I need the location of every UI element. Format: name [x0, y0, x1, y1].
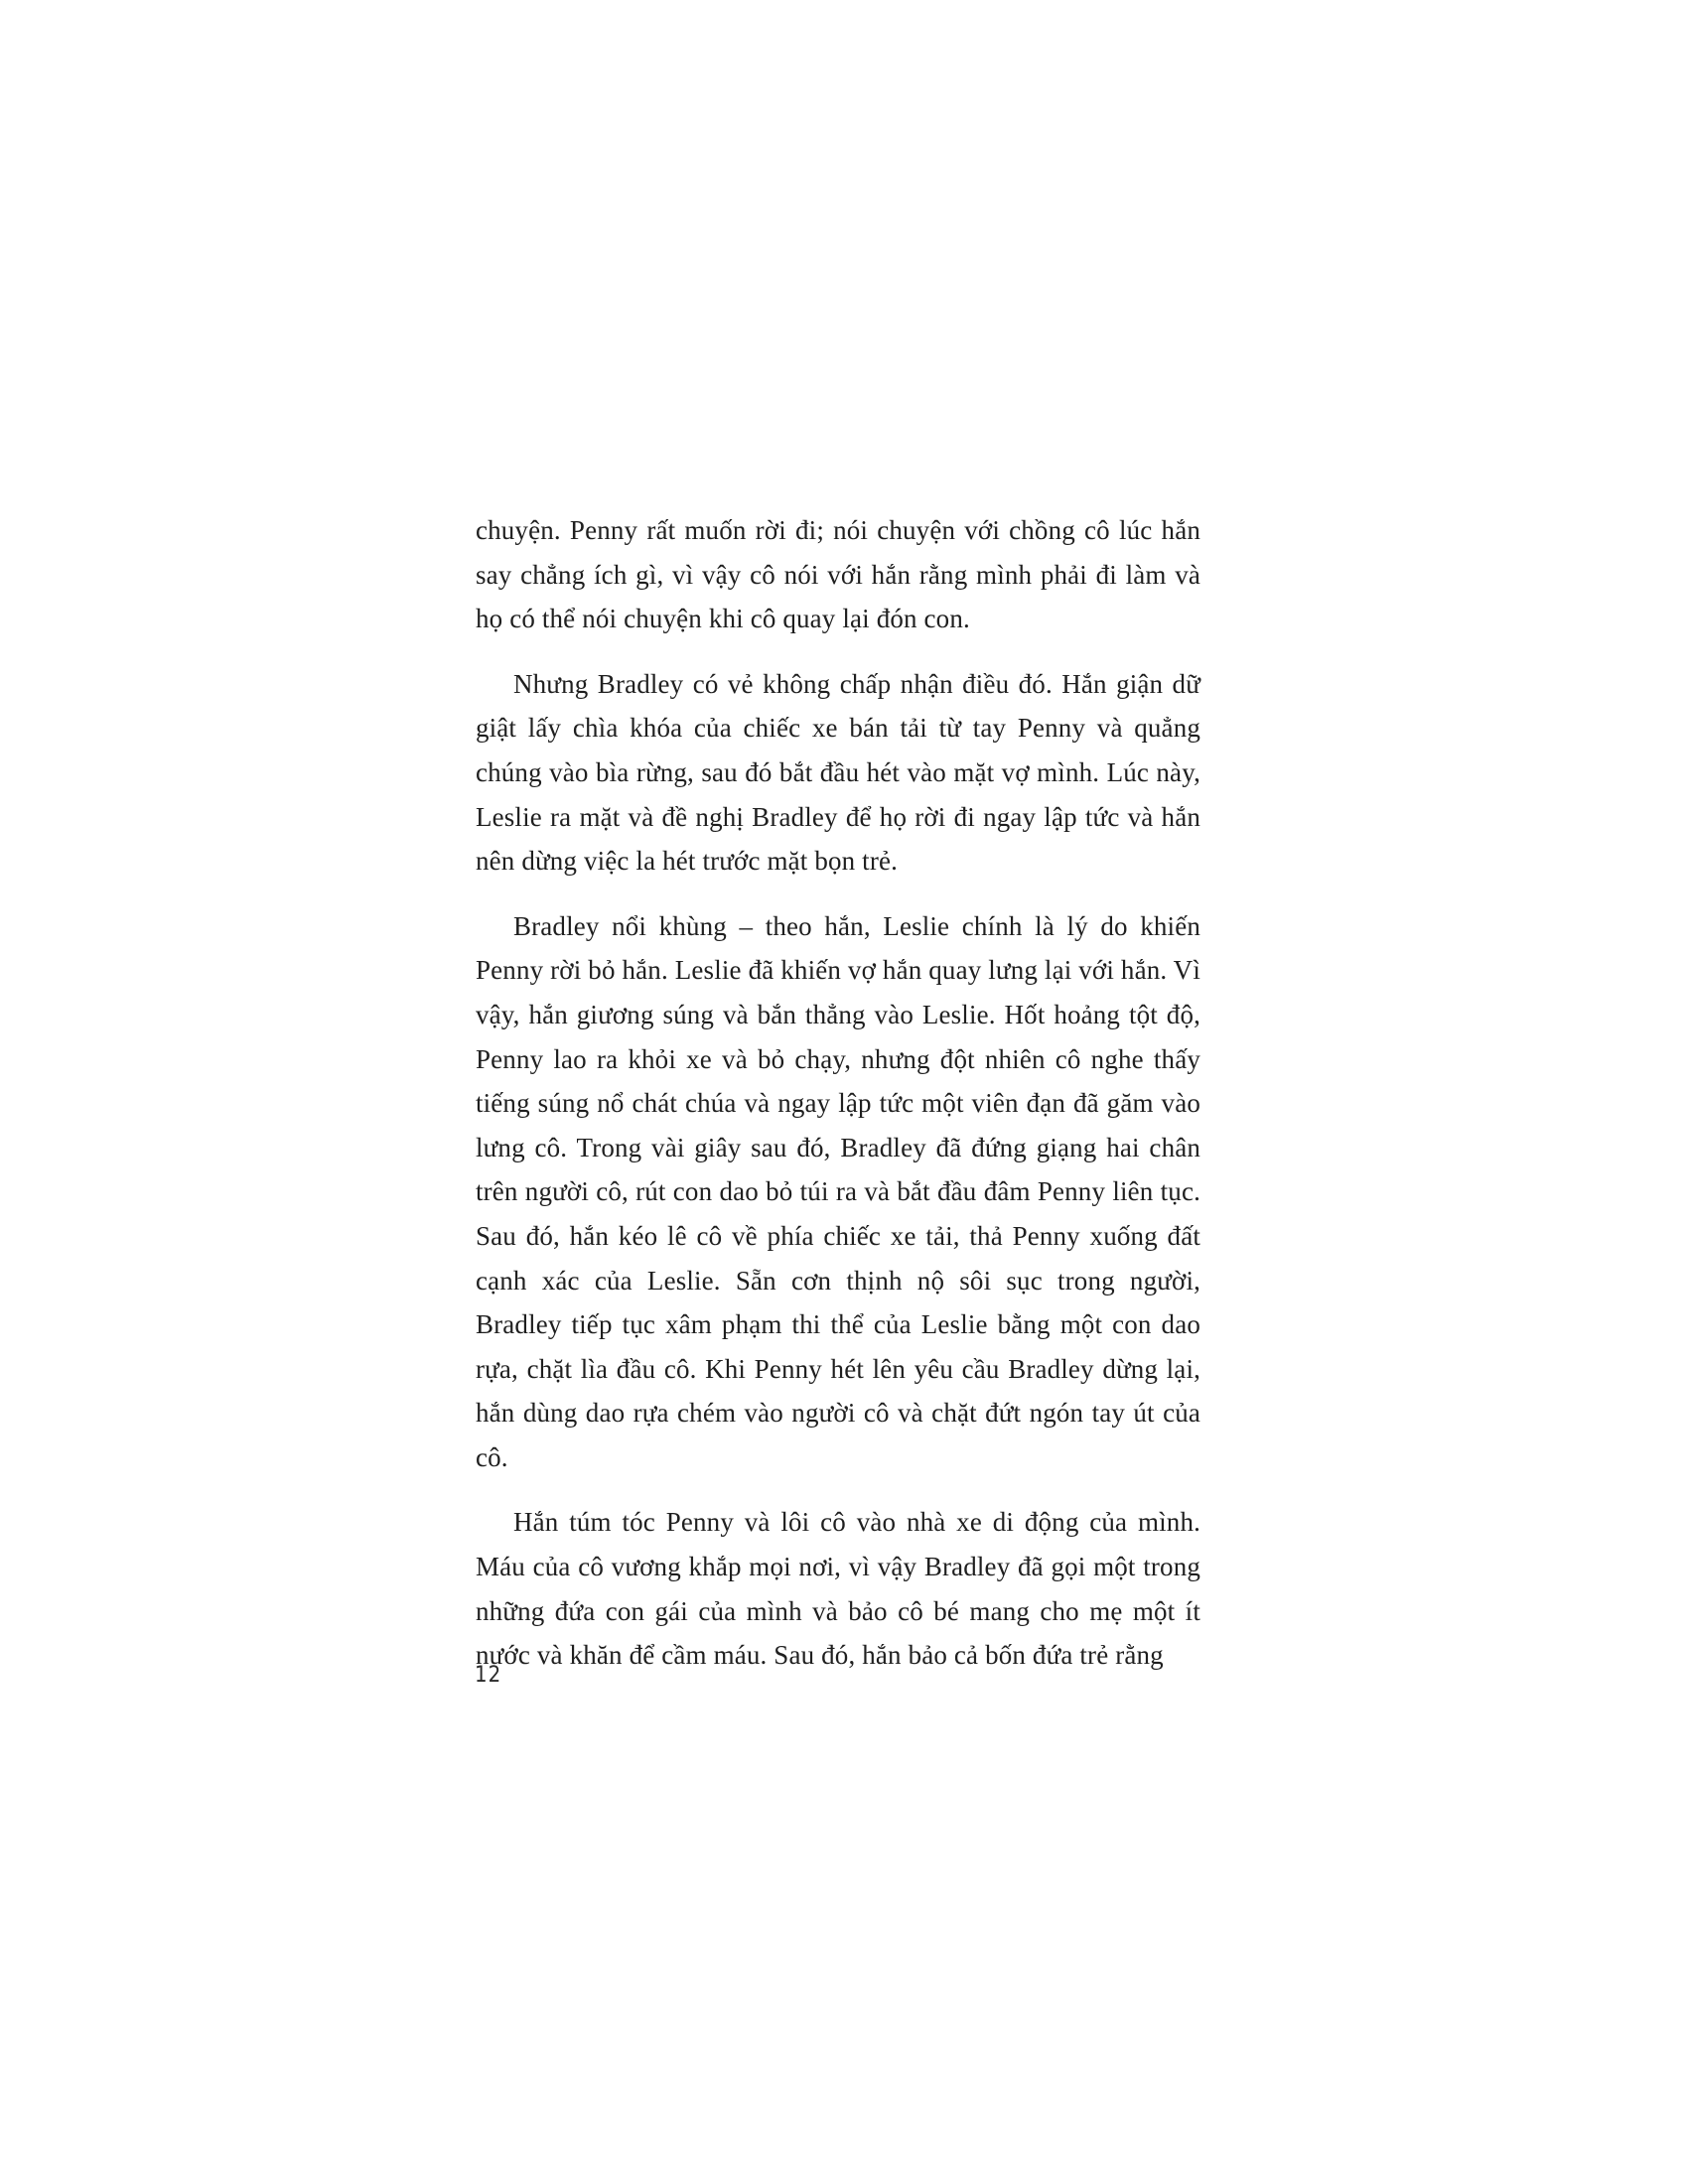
body-text [476, 508, 1200, 1699]
page-number: 12 [475, 1663, 502, 1688]
paragraph-3: Bradley nổi khùng – theo hắn, Leslie chính là lý do khiến Penny rời bỏ hắn. Leslie đã khiến vợ hắn quay lưng lại với hắn. Vì vậy, hắn giương súng và bắn thẳng vào Leslie. Hốt hoảng tột độ, Penny lao ra khỏi xe và bỏ chạy, nhưng đột nhiên cô nghe thấy tiếng súng nổ chát chúa và ngay lập tức một viên đạn đã găm vào lưng cô. Trong vài giây sau đó, Bradley đã đứng giạng hai chân trên người cô, rút con dao bỏ túi ra và bắt đầu đâm Penny liên tục. Sau đó, hắn kéo lê cô về phía chiếc xe tải, thả Penny xuống đất cạnh xác của Leslie. Sẵn cơn thịnh nộ sôi sục trong người, Bradley tiếp tục xâm phạm thi thể của Leslie bằng một con dao rựa, chặt lìa đầu cô. Khi Penny hét lên yêu cầu Bradley dừng lại, hắn dùng dao rựa chém vào người cô và chặt đứt ngón tay út của cô. [476, 910, 1200, 1472]
paragraph-2: Nhưng Bradley có vẻ không chấp nhận điều đó. Hắn giận dữ giật lấy chìa khóa của chiếc xe bán tải từ tay Penny và quẳng chúng vào bìa rừng, sau đó bắt đầu hét vào mặt vợ mình. Lúc này, Leslie ra mặt và đề nghị Bradley để họ rời đi ngay lập tức và hắn nên dừng việc la hét trước mặt bọn trẻ. [476, 668, 1200, 877]
paragraph-4: Hắn túm tóc Penny và lôi cô vào nhà xe di động của mình. Máu của cô vương khắp mọi nơi, vì vậy Bradley đã gọi một trong những đứa con gái của mình và bảo cô bé mang cho mẹ một ít nước và khăn để cầm máu. Sau đó, hắn bảo cả bốn đứa trẻ rằng [476, 1507, 1200, 1671]
paragraph-1: chuyện. Penny rất muốn rời đi; nói chuyện với chồng cô lúc hắn say chẳng ích gì, vì vậy cô nói với hắn rằng mình phải đi làm và họ có thể nói chuyện khi cô quay lại đón con. [476, 515, 1200, 634]
